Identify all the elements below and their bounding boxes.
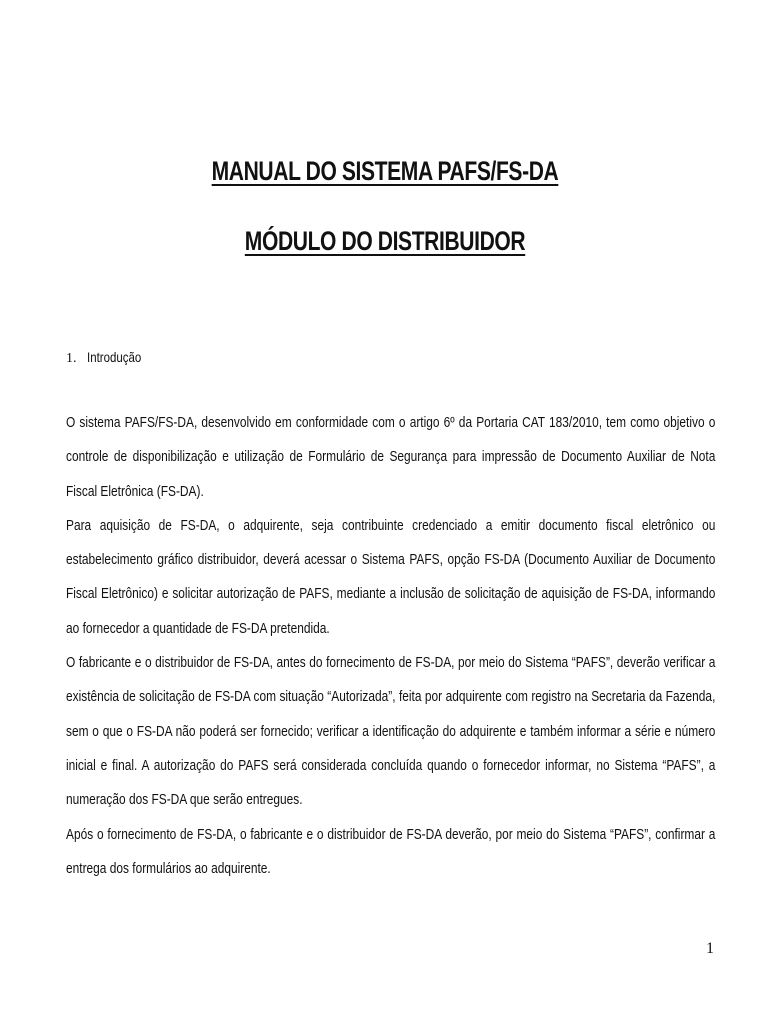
- title-line-2: MÓDULO DO DISTRIBUIDOR: [244, 226, 526, 256]
- section-title: Introdução: [86, 349, 141, 365]
- page-number: 1: [706, 940, 714, 957]
- document-subtitle: [85, 226, 686, 257]
- title-line-1: MANUAL DO SISTEMA PAFS/FS-DA: [211, 156, 559, 186]
- paragraph: Após o fornecimento de FS-DA, o fabricante e o distribuidor de FS-DA deverão, por meio do Sistema “PAFS”, confirmar a entrega dos formulários ao adquirente.: [66, 826, 716, 877]
- paragraph: Para aquisição de FS-DA, o adquirente, seja contribuinte credenciado a emitir documento fiscal eletrônico ou estabelecimento gráfico distribuidor, deverá acessar o Sistema PAFS, opção FS-DA (Documento Auxiliar de Documento Fiscal Eletrônico) e solicitar autorização de PAFS, mediante a inclusão de solicitação de aquisição de FS-DA, informando ao fornecedor a quantidade de FS-DA pretendida.: [66, 517, 716, 637]
- section-heading: [66, 349, 153, 367]
- paragraph: O sistema PAFS/FS-DA, desenvolvido em conformidade com o artigo 6º da Portaria CAT 183/2010, tem como objetivo o controle de disponibilização e utilização de Formulário de Segurança para impressão de Documento Auxiliar de Nota Fiscal Eletrônica (FS-DA).: [66, 415, 716, 500]
- document-title: [85, 156, 686, 187]
- body-text: [66, 406, 715, 886]
- section-number: 1.: [66, 351, 77, 366]
- paragraph: O fabricante e o distribuidor de FS-DA, antes do fornecimento de FS-DA, por meio do Sistema “PAFS”, deverão verificar a existência de solicitação de FS-DA com situação “Autorizada”, feita por adquirente com registro na Secretaria da Fazenda, sem o que o FS-DA não poderá ser fornecido; verificar a identificação do adquirente e também informar a série e número inicial e final. A autorização do PAFS será considerada concluída quando o fornecedor informar, no Sistema “PAFS”, a numeração dos FS-DA que serão entregues.: [66, 655, 716, 809]
